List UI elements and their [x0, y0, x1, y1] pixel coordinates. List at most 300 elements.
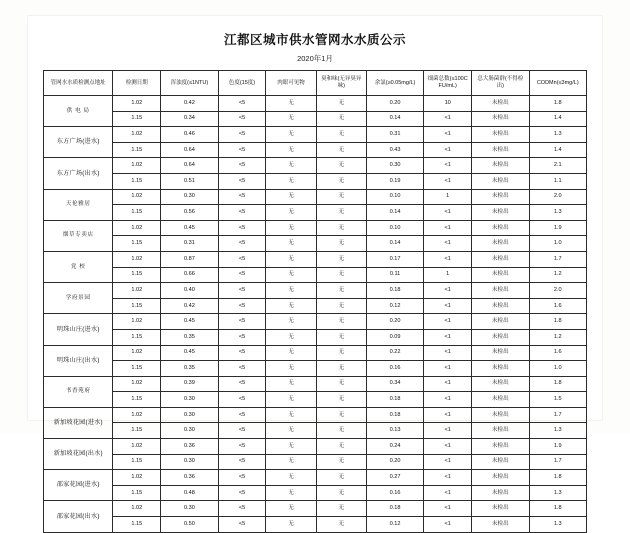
data-cell: <5	[218, 485, 266, 501]
data-cell: 0.14	[366, 205, 423, 221]
data-cell: <5	[218, 283, 266, 299]
data-cell: <1	[424, 314, 472, 330]
data-cell: 未检出	[472, 454, 529, 470]
data-cell: 无	[316, 220, 366, 236]
data-cell: 无	[316, 329, 366, 345]
data-cell: <5	[218, 454, 266, 470]
data-cell: 1.02	[113, 220, 161, 236]
data-cell: 1.02	[113, 376, 161, 392]
data-cell: <5	[218, 189, 266, 205]
data-cell: 无	[316, 96, 366, 112]
data-cell: 0.31	[366, 127, 423, 143]
data-cell: 无	[316, 267, 366, 283]
data-cell: 无	[316, 158, 366, 174]
data-cell: 0.13	[366, 423, 423, 439]
data-cell: <1	[424, 158, 472, 174]
data-cell: 未检出	[472, 376, 529, 392]
data-cell: 未检出	[472, 501, 529, 517]
header-cell-bacteria-count: 细菌总数(≤100CFU/mL)	[424, 71, 472, 96]
table-row	[44, 189, 587, 205]
data-cell: 1.7	[529, 407, 587, 423]
data-cell: 无	[316, 407, 366, 423]
data-cell: <1	[424, 173, 472, 189]
data-cell: 无	[266, 205, 316, 221]
data-cell: 0.45	[161, 220, 218, 236]
data-cell: 1.02	[113, 314, 161, 330]
data-cell: 无	[266, 361, 316, 377]
site-cell: 东方广场(进水)	[44, 127, 113, 158]
data-cell: 未检出	[472, 205, 529, 221]
data-cell: 未检出	[472, 485, 529, 501]
data-cell: 1.2	[529, 267, 587, 283]
data-cell: 无	[316, 501, 366, 517]
data-cell: 无	[266, 345, 316, 361]
table-row	[44, 298, 587, 314]
data-cell: 1.02	[113, 501, 161, 517]
data-cell: 无	[266, 220, 316, 236]
data-cell: 1.7	[529, 251, 587, 267]
data-cell: 未检出	[472, 345, 529, 361]
data-cell: 未检出	[472, 470, 529, 486]
data-cell: 无	[266, 127, 316, 143]
data-cell: <1	[424, 236, 472, 252]
data-cell: 1.9	[529, 439, 587, 455]
table-row	[44, 485, 587, 501]
data-cell: 0.30	[161, 392, 218, 408]
data-cell: 1.8	[529, 314, 587, 330]
data-cell: 1.02	[113, 407, 161, 423]
data-cell: 无	[266, 439, 316, 455]
data-cell: 无	[266, 501, 316, 517]
data-cell: 无	[316, 470, 366, 486]
data-cell: 1.15	[113, 485, 161, 501]
data-cell: <5	[218, 376, 266, 392]
data-cell: <5	[218, 127, 266, 143]
data-cell: 0.45	[161, 345, 218, 361]
data-cell: 0.39	[161, 376, 218, 392]
data-cell: 0.30	[161, 407, 218, 423]
data-cell: 1.02	[113, 127, 161, 143]
data-cell: 0.18	[366, 407, 423, 423]
data-cell: <1	[424, 392, 472, 408]
data-cell: 0.14	[366, 111, 423, 127]
data-cell: 1.15	[113, 329, 161, 345]
table-row	[44, 96, 587, 112]
data-cell: 1.15	[113, 454, 161, 470]
data-cell: 0.12	[366, 298, 423, 314]
data-cell: 未检出	[472, 251, 529, 267]
table-row	[44, 158, 587, 174]
data-cell: <5	[218, 142, 266, 158]
data-cell: 0.19	[366, 173, 423, 189]
data-cell: 0.10	[366, 189, 423, 205]
data-cell: 0.64	[161, 158, 218, 174]
data-cell: 1.15	[113, 205, 161, 221]
data-cell: 1.5	[529, 392, 587, 408]
table-row	[44, 392, 587, 408]
data-cell: 0.45	[161, 314, 218, 330]
table-row	[44, 205, 587, 221]
page-subtitle: 2020年1月	[297, 54, 333, 63]
header-cell-coliform: 总大肠菌群(不得检出)	[472, 71, 529, 96]
table-row	[44, 142, 587, 158]
data-cell: <1	[424, 454, 472, 470]
data-cell: 0.24	[366, 439, 423, 455]
data-cell: 1.15	[113, 298, 161, 314]
data-cell: 0.10	[366, 220, 423, 236]
data-cell: 未检出	[472, 142, 529, 158]
data-cell: 无	[266, 470, 316, 486]
data-cell: <5	[218, 329, 266, 345]
table-row	[44, 220, 587, 236]
data-cell: <5	[218, 111, 266, 127]
data-cell: <5	[218, 220, 266, 236]
site-cell: 书香苑府	[44, 376, 113, 407]
data-cell: 0.31	[161, 236, 218, 252]
data-cell: 无	[316, 314, 366, 330]
data-cell: 无	[316, 127, 366, 143]
data-cell: 无	[266, 454, 316, 470]
data-cell: <5	[218, 392, 266, 408]
data-cell: 1.3	[529, 485, 587, 501]
data-cell: <5	[218, 251, 266, 267]
table-row	[44, 267, 587, 283]
table-row	[44, 173, 587, 189]
data-cell: 0.09	[366, 329, 423, 345]
data-cell: 0.17	[366, 251, 423, 267]
data-cell: 1.8	[529, 470, 587, 486]
data-cell: 未检出	[472, 96, 529, 112]
data-cell: <1	[424, 470, 472, 486]
data-cell: 0.18	[366, 283, 423, 299]
data-cell: 无	[266, 158, 316, 174]
data-cell: 无	[266, 485, 316, 501]
data-cell: 2.0	[529, 283, 587, 299]
table-row	[44, 236, 587, 252]
data-cell: 1.02	[113, 283, 161, 299]
header-cell-date: 检测日期	[113, 71, 161, 96]
site-cell: 烟草专卖店	[44, 220, 113, 251]
data-cell: 0.30	[161, 454, 218, 470]
data-cell: 无	[266, 314, 316, 330]
data-cell: <1	[424, 439, 472, 455]
data-cell: 无	[316, 392, 366, 408]
document-sheet	[28, 16, 602, 527]
data-cell: 1.15	[113, 267, 161, 283]
data-cell: 1	[424, 267, 472, 283]
data-cell: 无	[266, 392, 316, 408]
data-cell: 无	[266, 251, 316, 267]
data-cell: 0.20	[366, 96, 423, 112]
data-cell: 1.15	[113, 111, 161, 127]
data-cell: 无	[266, 96, 316, 112]
data-cell: 1.02	[113, 439, 161, 455]
data-cell: 2.0	[529, 189, 587, 205]
data-cell: 1	[424, 189, 472, 205]
data-cell: 1.02	[113, 470, 161, 486]
table-row	[44, 111, 587, 127]
data-cell: 0.20	[366, 454, 423, 470]
data-cell: 0.30	[161, 423, 218, 439]
site-cell: 新加坡花园(出水)	[44, 439, 113, 470]
data-cell: 未检出	[472, 361, 529, 377]
data-cell: 未检出	[472, 189, 529, 205]
data-cell: 1.7	[529, 454, 587, 470]
data-cell: 未检出	[472, 236, 529, 252]
data-cell: 1.8	[529, 376, 587, 392]
table-body	[44, 96, 587, 533]
table-row	[44, 345, 587, 361]
site-cell: 天伦雅居	[44, 189, 113, 220]
data-cell: 无	[266, 407, 316, 423]
data-cell: 0.42	[161, 96, 218, 112]
site-cell: 东方广场(出水)	[44, 158, 113, 189]
data-cell: 1.3	[529, 517, 587, 533]
data-cell: <5	[218, 470, 266, 486]
data-cell: 无	[266, 283, 316, 299]
data-cell: <5	[218, 361, 266, 377]
data-cell: <5	[218, 517, 266, 533]
site-cell: 明珠山庄(出水)	[44, 345, 113, 376]
data-cell: 未检出	[472, 329, 529, 345]
table-row	[44, 127, 587, 143]
data-cell: 无	[316, 439, 366, 455]
data-cell: <5	[218, 407, 266, 423]
table-row	[44, 407, 587, 423]
header-cell-visible-matter: 肉眼可见物	[266, 71, 316, 96]
header-cell-odor: 臭和味(无异臭异味)	[316, 71, 366, 96]
data-cell: 0.36	[161, 439, 218, 455]
data-cell: 无	[316, 111, 366, 127]
site-cell: 供 电 局	[44, 96, 113, 127]
data-cell: 1.02	[113, 251, 161, 267]
data-cell: 1.02	[113, 158, 161, 174]
table-row	[44, 454, 587, 470]
data-cell: 1.0	[529, 361, 587, 377]
data-cell: <1	[424, 361, 472, 377]
data-cell: <1	[424, 376, 472, 392]
data-cell: 0.12	[366, 517, 423, 533]
data-cell: 0.34	[161, 111, 218, 127]
table-row	[44, 283, 587, 299]
data-cell: 无	[316, 485, 366, 501]
data-cell: <1	[424, 142, 472, 158]
table-row	[44, 439, 587, 455]
data-cell: 0.30	[366, 158, 423, 174]
data-cell: 0.14	[366, 236, 423, 252]
data-cell: 1.15	[113, 392, 161, 408]
data-cell: <5	[218, 173, 266, 189]
data-cell: 0.18	[366, 501, 423, 517]
data-cell: 1.6	[529, 345, 587, 361]
data-cell: 0.51	[161, 173, 218, 189]
data-cell: 1.9	[529, 220, 587, 236]
data-cell: 2.1	[529, 158, 587, 174]
data-cell: 未检出	[472, 127, 529, 143]
data-cell: <1	[424, 283, 472, 299]
data-cell: 0.43	[366, 142, 423, 158]
data-cell: <5	[218, 501, 266, 517]
data-cell: 未检出	[472, 220, 529, 236]
data-cell: 1.15	[113, 236, 161, 252]
data-cell: 1.3	[529, 127, 587, 143]
data-cell: <1	[424, 220, 472, 236]
data-cell: 无	[316, 205, 366, 221]
data-cell: <1	[424, 298, 472, 314]
header-cell-turbidity: 浑浊度(≤1NTU)	[161, 71, 218, 96]
data-cell: <1	[424, 517, 472, 533]
data-cell: 未检出	[472, 267, 529, 283]
data-cell: 1.02	[113, 345, 161, 361]
data-cell: <5	[218, 314, 266, 330]
data-cell: 0.42	[161, 298, 218, 314]
data-cell: <5	[218, 423, 266, 439]
data-cell: 未检出	[472, 111, 529, 127]
data-cell: 无	[266, 517, 316, 533]
data-cell: 0.22	[366, 345, 423, 361]
data-cell: 未检出	[472, 423, 529, 439]
data-cell: 0.30	[161, 189, 218, 205]
data-cell: 无	[316, 189, 366, 205]
data-cell: 无	[266, 189, 316, 205]
data-cell: 0.18	[366, 392, 423, 408]
data-cell: 10	[424, 96, 472, 112]
data-cell: 未检出	[472, 173, 529, 189]
data-cell: 无	[316, 517, 366, 533]
data-cell: 1.6	[529, 298, 587, 314]
data-cell: 未检出	[472, 158, 529, 174]
table-row	[44, 329, 587, 345]
table-header	[44, 71, 587, 96]
table-row	[44, 423, 587, 439]
data-cell: 1.15	[113, 423, 161, 439]
data-cell: 1.02	[113, 189, 161, 205]
data-cell: 1.02	[113, 96, 161, 112]
data-cell: 1.3	[529, 205, 587, 221]
data-cell: 无	[316, 173, 366, 189]
data-cell: 0.20	[366, 314, 423, 330]
data-cell: 无	[316, 361, 366, 377]
data-cell: 0.30	[161, 501, 218, 517]
data-cell: 无	[266, 173, 316, 189]
data-cell: 1.1	[529, 173, 587, 189]
data-cell: 1.4	[529, 111, 587, 127]
data-cell: <5	[218, 96, 266, 112]
site-cell: 明珠山庄(进水)	[44, 314, 113, 345]
table-row	[44, 361, 587, 377]
data-cell: 0.40	[161, 283, 218, 299]
data-cell: 0.36	[161, 470, 218, 486]
data-cell: 1.15	[113, 142, 161, 158]
data-cell: <1	[424, 423, 472, 439]
data-cell: <1	[424, 407, 472, 423]
data-cell: <1	[424, 251, 472, 267]
data-cell: <1	[424, 205, 472, 221]
data-cell: 0.11	[366, 267, 423, 283]
data-cell: <5	[218, 236, 266, 252]
data-cell: 未检出	[472, 283, 529, 299]
table-row	[44, 314, 587, 330]
data-cell: 0.27	[366, 470, 423, 486]
data-cell: 无	[316, 283, 366, 299]
data-cell: 0.64	[161, 142, 218, 158]
data-cell: 无	[316, 376, 366, 392]
data-cell: 1.8	[529, 501, 587, 517]
data-cell: 无	[266, 267, 316, 283]
data-cell: 1.15	[113, 361, 161, 377]
data-cell: <5	[218, 345, 266, 361]
data-cell: 无	[266, 142, 316, 158]
data-cell: 无	[316, 142, 366, 158]
data-cell: 无	[316, 423, 366, 439]
data-cell: <5	[218, 267, 266, 283]
table-row	[44, 501, 587, 517]
page-title: 江都区城市供水管网水水质公示	[223, 33, 406, 47]
water-quality-table	[43, 70, 587, 533]
data-cell: 0.87	[161, 251, 218, 267]
header-cell-chroma: 色度(15度)	[218, 71, 266, 96]
header-row	[44, 71, 587, 96]
data-cell: <1	[424, 501, 472, 517]
data-cell: 1.0	[529, 236, 587, 252]
data-cell: 1.8	[529, 96, 587, 112]
header-cell-residual-chlorine: 余氯(≥0.05mg/L)	[366, 71, 423, 96]
site-cell: 邵家花园(出水)	[44, 501, 113, 532]
header-cell-codmn: CODMn(≤3mg/L)	[529, 71, 587, 96]
data-cell: 无	[316, 345, 366, 361]
data-cell: 无	[266, 329, 316, 345]
data-cell: <5	[218, 205, 266, 221]
table-row	[44, 470, 587, 486]
data-cell: 0.50	[161, 517, 218, 533]
data-cell: <1	[424, 345, 472, 361]
data-cell: 无	[316, 251, 366, 267]
table-row	[44, 251, 587, 267]
data-cell: 未检出	[472, 392, 529, 408]
data-cell: <5	[218, 158, 266, 174]
data-cell: 0.48	[161, 485, 218, 501]
data-cell: 无	[266, 236, 316, 252]
data-cell: <1	[424, 111, 472, 127]
data-cell: 0.66	[161, 267, 218, 283]
data-cell: <1	[424, 127, 472, 143]
data-cell: 无	[266, 298, 316, 314]
data-cell: 未检出	[472, 517, 529, 533]
data-cell: 未检出	[472, 407, 529, 423]
data-cell: 0.35	[161, 329, 218, 345]
data-cell: <5	[218, 298, 266, 314]
data-cell: <1	[424, 329, 472, 345]
data-cell: 未检出	[472, 314, 529, 330]
data-cell: 无	[266, 111, 316, 127]
data-cell: 0.16	[366, 485, 423, 501]
data-cell: 未检出	[472, 439, 529, 455]
data-cell: 1.2	[529, 329, 587, 345]
data-cell: 0.35	[161, 361, 218, 377]
data-cell: 1.15	[113, 517, 161, 533]
data-cell: 1.15	[113, 173, 161, 189]
data-cell: 无	[316, 454, 366, 470]
data-cell: 1.4	[529, 142, 587, 158]
data-cell: 0.34	[366, 376, 423, 392]
data-cell: 无	[316, 298, 366, 314]
header-cell-site: 管网水水质检测点地址	[44, 71, 113, 96]
data-cell: 0.16	[366, 361, 423, 377]
data-cell: <1	[424, 485, 472, 501]
data-cell: 未检出	[472, 298, 529, 314]
data-cell: 无	[316, 236, 366, 252]
table-row	[44, 517, 587, 533]
